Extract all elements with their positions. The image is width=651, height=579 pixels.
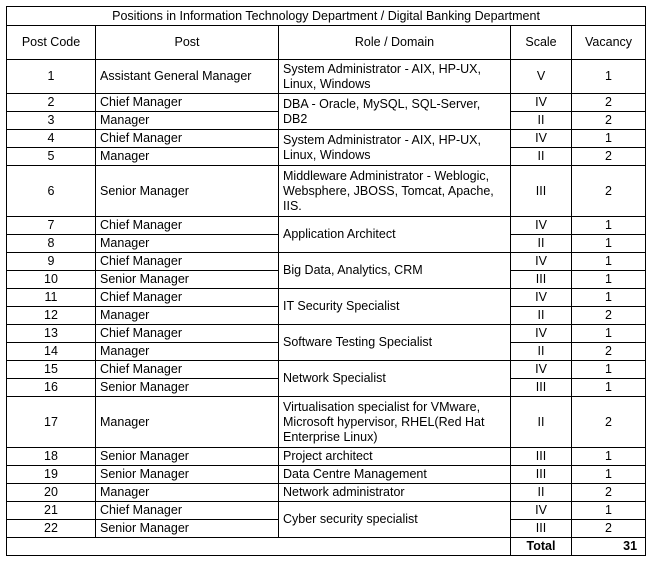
header-post-code: Post Code <box>7 26 96 60</box>
scale-cell: II <box>511 148 572 166</box>
post-cell: Chief Manager <box>96 130 279 148</box>
table-row <box>7 448 646 466</box>
post-code-cell: 4 <box>7 130 96 148</box>
vacancy-cell: 1 <box>572 60 646 94</box>
post-cell: Manager <box>96 307 279 325</box>
vacancy-cell: 2 <box>572 166 646 217</box>
table-row <box>7 484 646 502</box>
total-label: Total <box>511 538 572 556</box>
role-cell: IT Security Specialist <box>279 289 511 325</box>
role-cell: Cyber security specialist <box>279 502 511 538</box>
role-cell: DBA - Oracle, MySQL, SQL-Server, DB2 <box>279 94 511 130</box>
scale-cell: IV <box>511 289 572 307</box>
post-code-cell: 22 <box>7 520 96 538</box>
scale-cell: IV <box>511 502 572 520</box>
post-code-cell: 18 <box>7 448 96 466</box>
scale-cell: III <box>511 448 572 466</box>
scale-cell: II <box>511 484 572 502</box>
post-code-cell: 7 <box>7 217 96 235</box>
post-cell: Chief Manager <box>96 217 279 235</box>
vacancy-cell: 2 <box>572 484 646 502</box>
post-code-cell: 17 <box>7 397 96 448</box>
post-cell: Senior Manager <box>96 379 279 397</box>
role-cell: Virtualisation specialist for VMware, Microsoft hypervisor, RHEL(Red Hat Enterprise Linux) <box>279 397 511 448</box>
post-cell: Chief Manager <box>96 94 279 112</box>
post-cell: Manager <box>96 484 279 502</box>
role-cell: System Administrator - AIX, HP-UX, Linux, Windows <box>279 60 511 94</box>
post-cell: Senior Manager <box>96 166 279 217</box>
post-cell: Manager <box>96 397 279 448</box>
positions-table <box>6 6 646 556</box>
post-code-cell: 1 <box>7 60 96 94</box>
role-cell: Project architect <box>279 448 511 466</box>
vacancy-cell: 1 <box>572 448 646 466</box>
post-cell: Chief Manager <box>96 289 279 307</box>
vacancy-cell: 1 <box>572 502 646 520</box>
post-code-cell: 5 <box>7 148 96 166</box>
vacancy-cell: 2 <box>572 94 646 112</box>
table-row <box>7 60 646 94</box>
post-code-cell: 19 <box>7 466 96 484</box>
post-cell: Chief Manager <box>96 361 279 379</box>
post-cell: Chief Manager <box>96 253 279 271</box>
post-cell: Manager <box>96 148 279 166</box>
vacancy-cell: 2 <box>572 112 646 130</box>
vacancy-cell: 2 <box>572 307 646 325</box>
table-row <box>7 466 646 484</box>
post-cell: Manager <box>96 343 279 361</box>
scale-cell: III <box>511 379 572 397</box>
scale-cell: III <box>511 466 572 484</box>
vacancy-cell: 1 <box>572 466 646 484</box>
vacancy-cell: 2 <box>572 343 646 361</box>
post-cell: Senior Manager <box>96 271 279 289</box>
scale-cell: III <box>511 166 572 217</box>
post-code-cell: 12 <box>7 307 96 325</box>
post-code-cell: 10 <box>7 271 96 289</box>
role-cell: Network administrator <box>279 484 511 502</box>
vacancy-cell: 1 <box>572 325 646 343</box>
post-cell: Senior Manager <box>96 466 279 484</box>
total-value: 31 <box>572 538 646 556</box>
scale-cell: II <box>511 343 572 361</box>
post-code-cell: 13 <box>7 325 96 343</box>
scale-cell: IV <box>511 217 572 235</box>
role-cell: Application Architect <box>279 217 511 253</box>
vacancy-cell: 1 <box>572 235 646 253</box>
post-code-cell: 16 <box>7 379 96 397</box>
scale-cell: IV <box>511 94 572 112</box>
post-cell: Assistant General Manager <box>96 60 279 94</box>
vacancy-cell: 1 <box>572 130 646 148</box>
role-cell: System Administrator - AIX, HP-UX, Linux, Windows <box>279 130 511 166</box>
post-cell: Senior Manager <box>96 448 279 466</box>
post-code-cell: 6 <box>7 166 96 217</box>
table-row <box>7 94 646 112</box>
role-cell: Data Centre Management <box>279 466 511 484</box>
post-cell: Senior Manager <box>96 520 279 538</box>
vacancy-cell: 1 <box>572 253 646 271</box>
post-code-cell: 21 <box>7 502 96 520</box>
role-cell: Network Specialist <box>279 361 511 397</box>
total-spacer <box>7 538 511 556</box>
table-row <box>7 130 646 148</box>
post-code-cell: 20 <box>7 484 96 502</box>
vacancy-cell: 1 <box>572 217 646 235</box>
role-cell: Middleware Administrator - Weblogic, Websphere, JBOSS, Tomcat, Apache, IIS. <box>279 166 511 217</box>
header-role: Role / Domain <box>279 26 511 60</box>
table-row <box>7 502 646 520</box>
post-code-cell: 3 <box>7 112 96 130</box>
table-row <box>7 166 646 217</box>
scale-cell: II <box>511 397 572 448</box>
scale-cell: IV <box>511 130 572 148</box>
post-code-cell: 15 <box>7 361 96 379</box>
vacancy-cell: 1 <box>572 361 646 379</box>
post-code-cell: 11 <box>7 289 96 307</box>
header-scale: Scale <box>511 26 572 60</box>
scale-cell: IV <box>511 361 572 379</box>
vacancy-cell: 2 <box>572 397 646 448</box>
role-cell: Software Testing Specialist <box>279 325 511 361</box>
vacancy-cell: 1 <box>572 379 646 397</box>
post-code-cell: 8 <box>7 235 96 253</box>
post-code-cell: 14 <box>7 343 96 361</box>
scale-cell: II <box>511 112 572 130</box>
vacancy-cell: 2 <box>572 520 646 538</box>
table-row <box>7 289 646 307</box>
post-cell: Chief Manager <box>96 502 279 520</box>
table-row <box>7 397 646 448</box>
scale-cell: IV <box>511 253 572 271</box>
table-title: Positions in Information Technology Department / Digital Banking Department <box>7 7 646 26</box>
post-code-cell: 9 <box>7 253 96 271</box>
scale-cell: III <box>511 271 572 289</box>
vacancy-cell: 1 <box>572 289 646 307</box>
header-post: Post <box>96 26 279 60</box>
scale-cell: III <box>511 520 572 538</box>
vacancy-cell: 1 <box>572 271 646 289</box>
vacancy-cell: 2 <box>572 148 646 166</box>
scale-cell: IV <box>511 325 572 343</box>
table-row <box>7 217 646 235</box>
table-row <box>7 361 646 379</box>
post-cell: Manager <box>96 112 279 130</box>
table-row <box>7 325 646 343</box>
post-cell: Manager <box>96 235 279 253</box>
scale-cell: II <box>511 235 572 253</box>
scale-cell: V <box>511 60 572 94</box>
post-code-cell: 2 <box>7 94 96 112</box>
scale-cell: II <box>511 307 572 325</box>
post-cell: Chief Manager <box>96 325 279 343</box>
header-vacancy: Vacancy <box>572 26 646 60</box>
total-row <box>7 538 646 556</box>
table-row <box>7 253 646 271</box>
role-cell: Big Data, Analytics, CRM <box>279 253 511 289</box>
